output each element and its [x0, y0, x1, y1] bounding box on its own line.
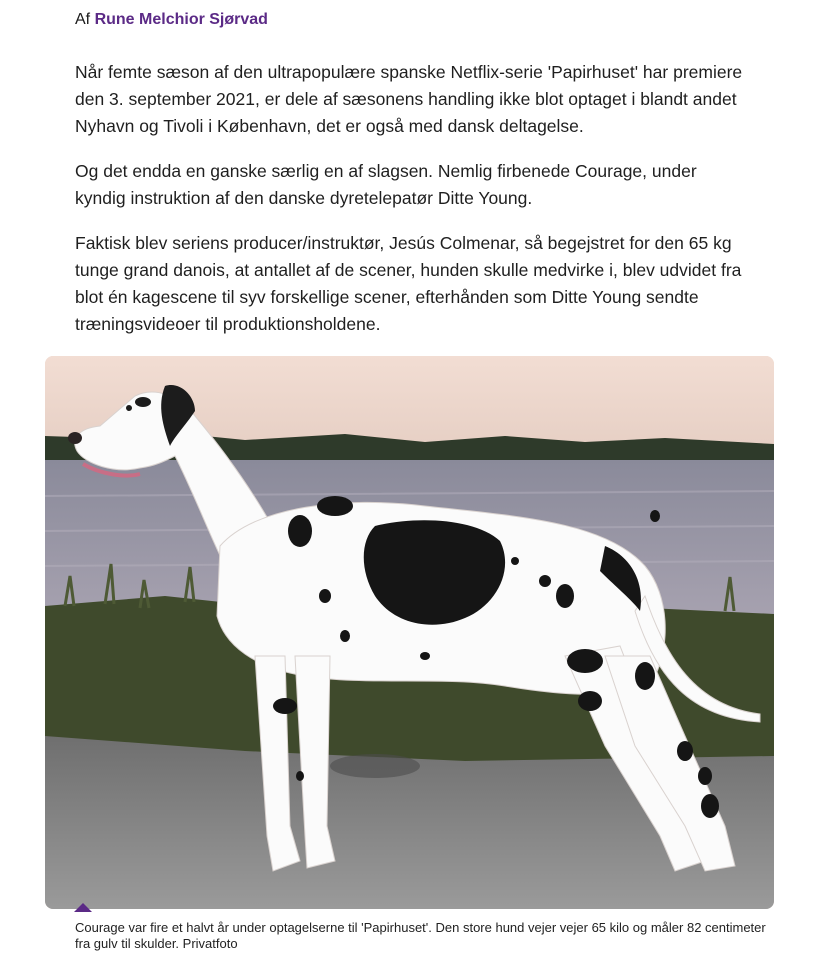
- author-link[interactable]: Rune Melchior Sjørvad: [94, 11, 268, 28]
- dog-photo-illustration: [45, 356, 774, 909]
- caption-marker-icon: [74, 903, 92, 912]
- article-paragraph: Når femte sæson af den ultrapopulære spanske Netflix-serie 'Papirhuset' har premiere den 3. september 2021, er dele af sæsonens handling ikke blot optaget i blandt andet Nyhavn og Tivoli i København, det er også med dansk deltagelse.: [75, 62, 743, 136]
- article-paragraph: Og det endda en ganske særlig en af slagsen. Nemlig firbenede Courage, under kyndig instruktion af den danske dyretelepatør Ditte Young.: [75, 161, 697, 208]
- byline: [75, 10, 268, 30]
- byline-prefix: Af: [75, 11, 91, 28]
- article-paragraph: Faktisk blev seriens producer/instruktør, Jesús Colmenar, så begejstret for den 65 kg tunge grand danois, at antallet af de scener, hunden skulle medvirke i, blev udvidet fra blot én kagescene til syv forskellige scener, efterhånden som Ditte Young sendte træningsvideoer til produktionsholdene.: [75, 233, 742, 334]
- article-body: [75, 59, 745, 356]
- photo-caption: Courage var fire et halvt år under optagelserne til 'Papirhuset'. Den store hund vejer vejer 65 kilo og måler 82 centimeter fra gulv til skulder. Privatfoto: [75, 920, 766, 951]
- article-photo[interactable]: [45, 356, 774, 909]
